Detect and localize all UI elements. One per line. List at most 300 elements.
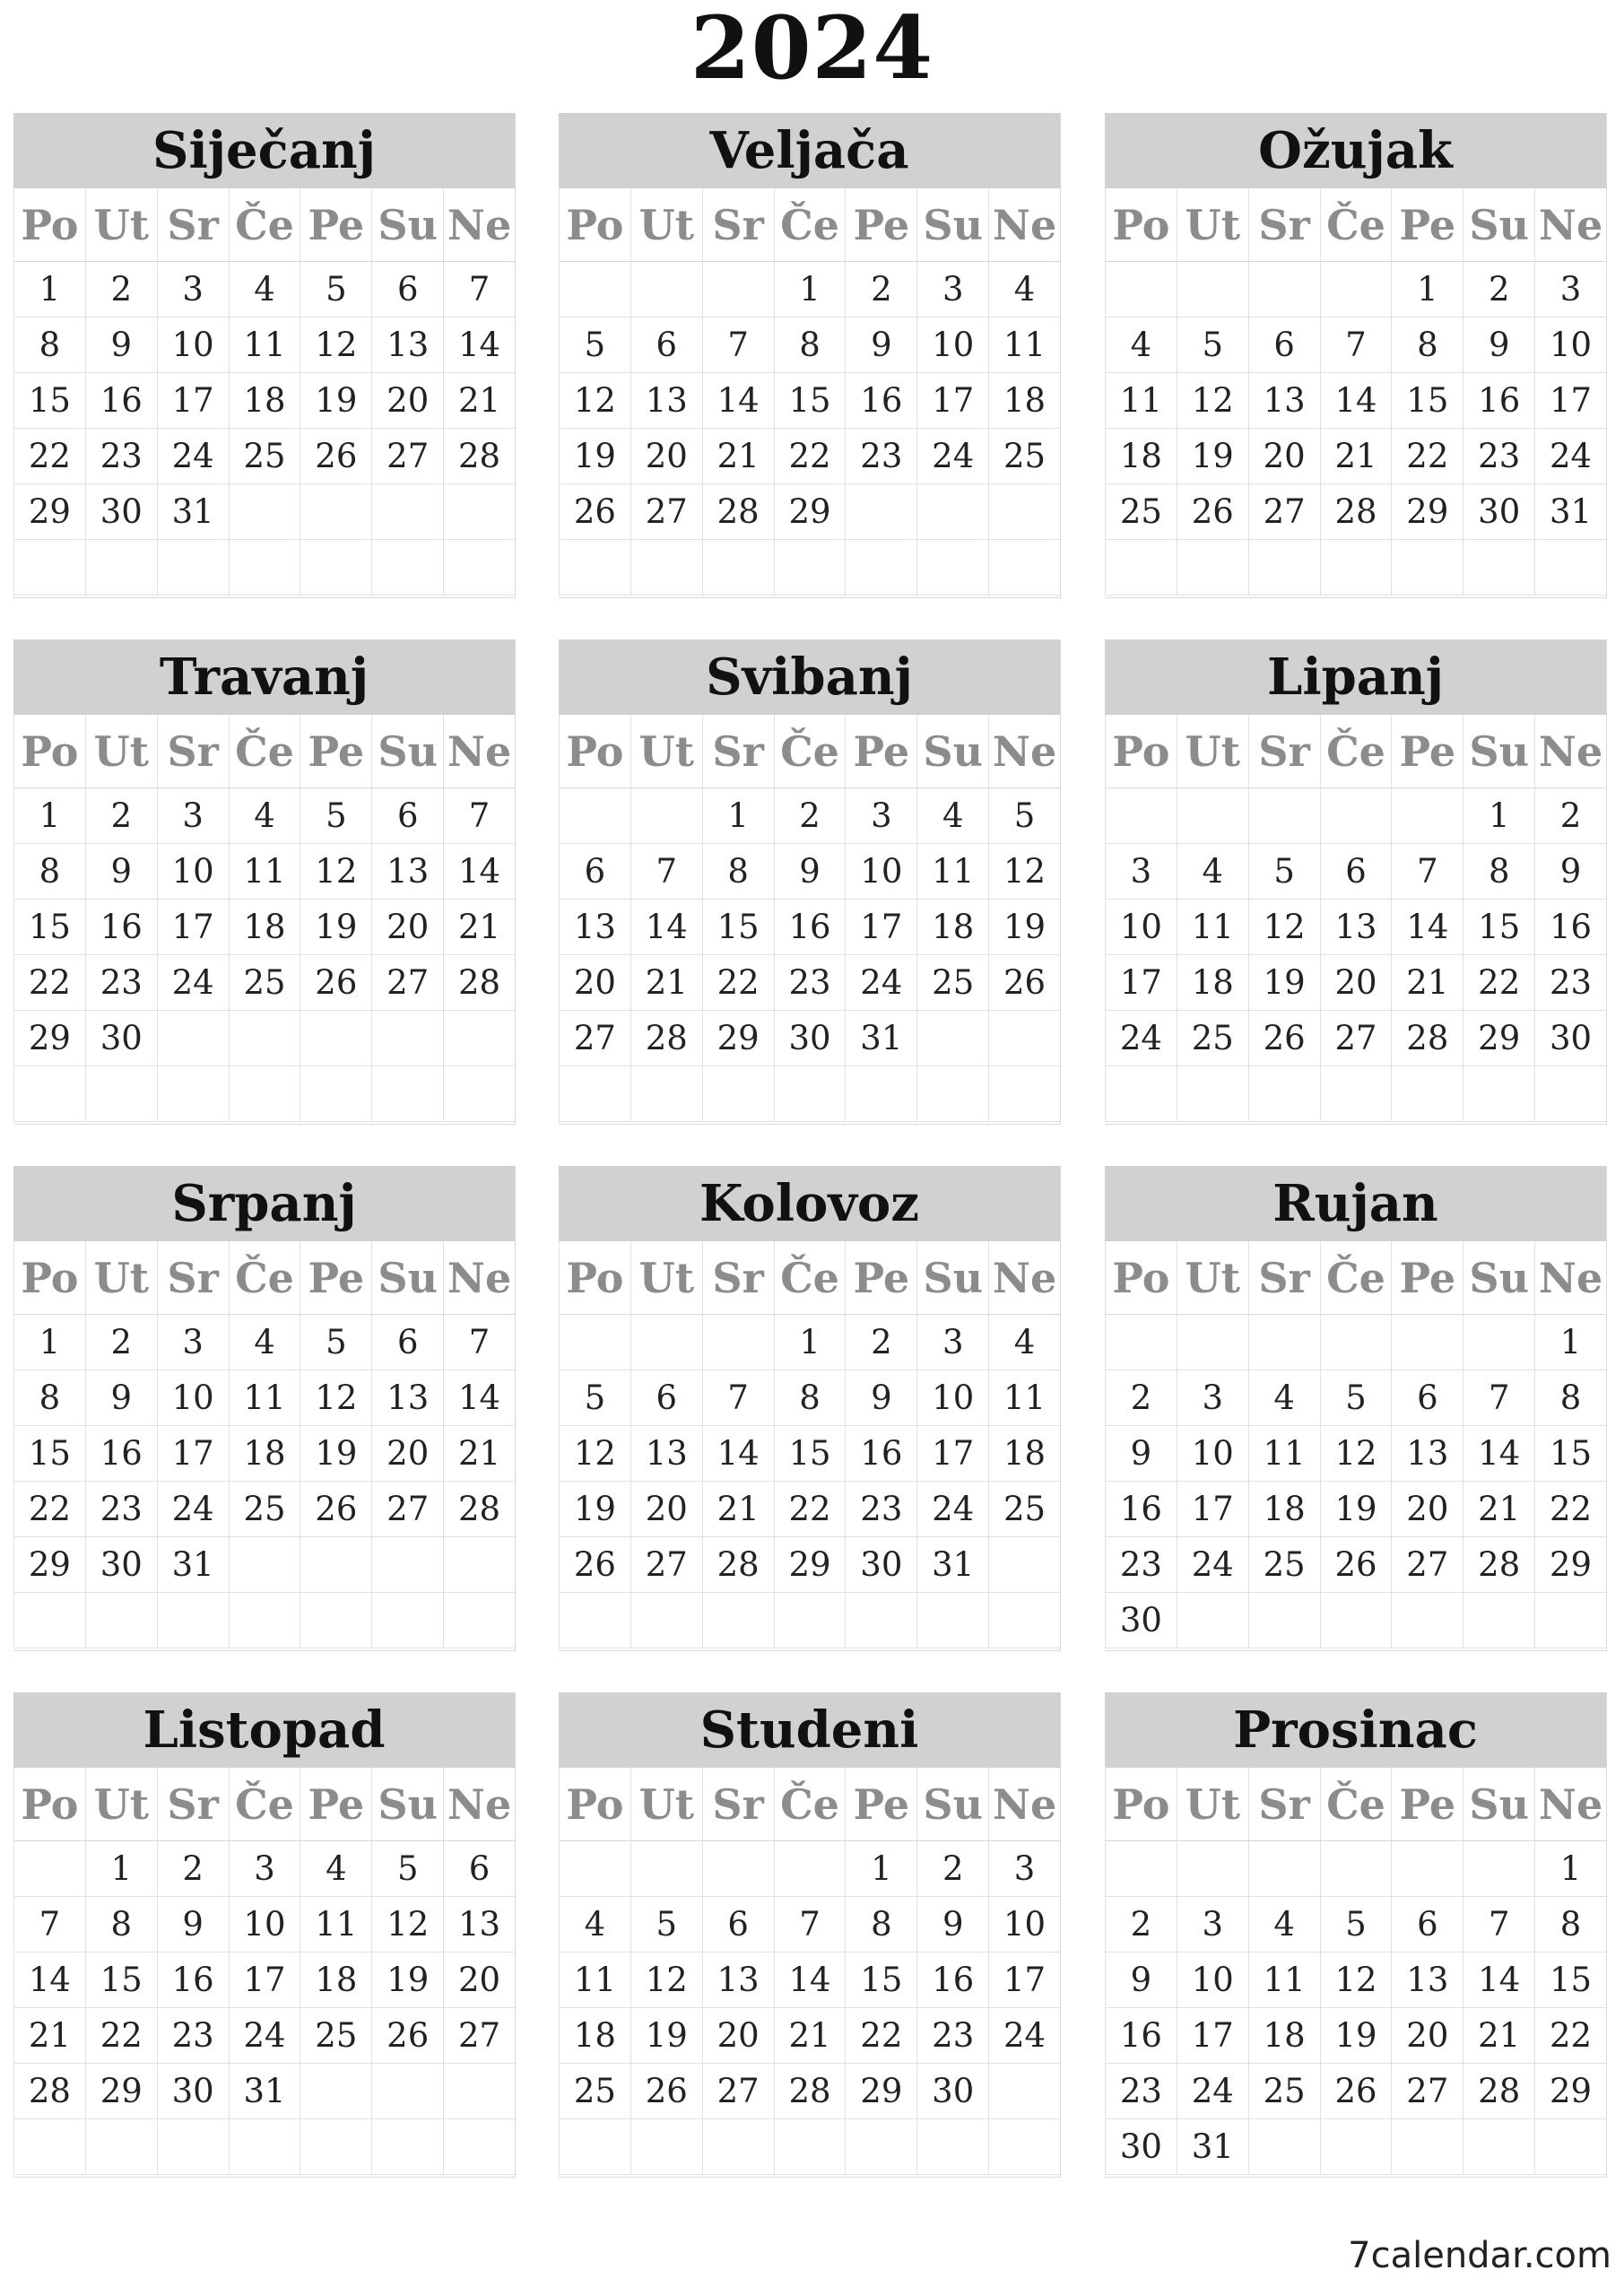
- weekday-header-row: [1105, 715, 1606, 788]
- weekday-label: Ne: [1534, 1768, 1606, 1841]
- month-name: Svibanj: [559, 639, 1060, 715]
- day-cell: 8: [774, 317, 846, 373]
- empty-day-cell: [1105, 1315, 1177, 1370]
- empty-day-cell: [300, 2119, 371, 2175]
- empty-day-cell: [630, 1315, 702, 1370]
- day-cell: 23: [1534, 955, 1606, 1011]
- empty-day-cell: [988, 1537, 1060, 1593]
- empty-day-cell: [916, 1593, 988, 1648]
- weekday-label: Ne: [443, 1768, 515, 1841]
- day-cell: 9: [1463, 317, 1534, 373]
- empty-day-cell: [988, 1066, 1060, 1122]
- day-grid: [1105, 1841, 1606, 2175]
- day-cell: 14: [774, 1952, 846, 2008]
- day-cell: 27: [1248, 484, 1320, 540]
- day-cell: 28: [774, 2064, 846, 2119]
- day-cell: 10: [229, 1897, 300, 1952]
- day-cell: 21: [630, 955, 702, 1011]
- weekday-label: Ut: [630, 1768, 702, 1841]
- empty-day-cell: [157, 2119, 229, 2175]
- day-cell: 14: [1463, 1426, 1534, 1482]
- empty-day-cell: [1248, 1593, 1320, 1648]
- empty-day-cell: [300, 1537, 371, 1593]
- day-grid: [559, 788, 1060, 1122]
- month-name: Lipanj: [1105, 639, 1606, 715]
- day-cell: 11: [229, 317, 300, 373]
- day-cell: 27: [630, 1537, 702, 1593]
- day-cell: 30: [916, 2064, 988, 2119]
- weekday-label: Pe: [300, 1768, 371, 1841]
- day-cell: 12: [300, 317, 371, 373]
- empty-day-cell: [229, 484, 300, 540]
- day-cell: 12: [559, 1426, 630, 1482]
- day-cell: 24: [157, 1482, 229, 1537]
- weekday-label: Ne: [988, 1241, 1060, 1315]
- day-cell: 26: [559, 484, 630, 540]
- day-cell: 25: [988, 429, 1060, 484]
- day-cell: 3: [988, 1841, 1060, 1897]
- empty-day-cell: [630, 1066, 702, 1122]
- day-cell: 7: [702, 317, 774, 373]
- day-cell: 9: [774, 844, 846, 900]
- day-cell: 6: [1391, 1370, 1463, 1426]
- day-cell: 25: [916, 955, 988, 1011]
- empty-day-cell: [1320, 1315, 1392, 1370]
- day-cell: 28: [443, 1482, 515, 1537]
- day-cell: 22: [774, 429, 846, 484]
- day-cell: 3: [1534, 262, 1606, 317]
- day-cell: 24: [229, 2008, 300, 2064]
- day-cell: 28: [630, 1011, 702, 1066]
- weekday-label: Sr: [1248, 1241, 1320, 1315]
- weekday-label: Su: [1463, 188, 1534, 262]
- weekday-label: Sr: [157, 1241, 229, 1315]
- weekday-label: Po: [13, 715, 85, 788]
- day-cell: 20: [371, 373, 443, 429]
- day-cell: 28: [702, 484, 774, 540]
- day-cell: 28: [443, 429, 515, 484]
- day-cell: 21: [1391, 955, 1463, 1011]
- day-cell: 1: [845, 1841, 916, 1897]
- day-cell: 22: [85, 2008, 157, 2064]
- day-grid: [559, 1841, 1060, 2175]
- day-cell: 14: [702, 1426, 774, 1482]
- day-cell: 2: [1105, 1370, 1177, 1426]
- day-cell: 30: [1534, 1011, 1606, 1066]
- empty-day-cell: [443, 1537, 515, 1593]
- month-block: [1105, 1692, 1607, 2178]
- empty-day-cell: [702, 540, 774, 596]
- day-cell: 25: [229, 955, 300, 1011]
- empty-day-cell: [1320, 1593, 1392, 1648]
- empty-day-cell: [630, 1593, 702, 1648]
- empty-day-cell: [1105, 788, 1177, 844]
- day-cell: 26: [300, 1482, 371, 1537]
- day-cell: 6: [443, 1841, 515, 1897]
- day-cell: 14: [1391, 900, 1463, 955]
- empty-day-cell: [559, 1315, 630, 1370]
- day-cell: 26: [1177, 484, 1248, 540]
- empty-day-cell: [1105, 1841, 1177, 1897]
- empty-day-cell: [916, 484, 988, 540]
- empty-day-cell: [702, 1593, 774, 1648]
- day-cell: 6: [630, 1370, 702, 1426]
- day-cell: 24: [916, 429, 988, 484]
- day-grid: [559, 1315, 1060, 1648]
- day-cell: 1: [1391, 262, 1463, 317]
- weekday-header-row: [13, 188, 515, 262]
- weekday-label: Ne: [988, 1768, 1060, 1841]
- weekday-label: Ut: [1177, 715, 1248, 788]
- weekday-header-row: [13, 715, 515, 788]
- day-cell: 26: [630, 2064, 702, 2119]
- day-cell: 11: [559, 1952, 630, 2008]
- weekday-label: Su: [916, 1768, 988, 1841]
- day-cell: 17: [157, 900, 229, 955]
- day-cell: 13: [371, 1370, 443, 1426]
- day-cell: 15: [845, 1952, 916, 2008]
- day-cell: 26: [1320, 2064, 1392, 2119]
- empty-day-cell: [1391, 540, 1463, 596]
- day-cell: 29: [702, 1011, 774, 1066]
- empty-day-cell: [559, 540, 630, 596]
- empty-day-cell: [157, 1066, 229, 1122]
- day-cell: 14: [443, 844, 515, 900]
- empty-day-cell: [1391, 2119, 1463, 2175]
- year-title: 2024: [690, 0, 934, 99]
- day-cell: 16: [845, 1426, 916, 1482]
- day-cell: 10: [157, 317, 229, 373]
- day-cell: 5: [371, 1841, 443, 1897]
- day-cell: 20: [1248, 429, 1320, 484]
- day-cell: 1: [774, 1315, 846, 1370]
- day-cell: 27: [371, 429, 443, 484]
- day-cell: 25: [1177, 1011, 1248, 1066]
- month-name: Srpanj: [13, 1166, 515, 1241]
- day-cell: 8: [1534, 1897, 1606, 1952]
- day-cell: 2: [1534, 788, 1606, 844]
- day-cell: 13: [630, 373, 702, 429]
- weekday-label: Sr: [702, 1241, 774, 1315]
- day-cell: 11: [1248, 1426, 1320, 1482]
- empty-day-cell: [774, 2119, 846, 2175]
- empty-day-cell: [1320, 1841, 1392, 1897]
- empty-day-cell: [443, 1011, 515, 1066]
- empty-day-cell: [630, 788, 702, 844]
- month-name: Travanj: [13, 639, 515, 715]
- empty-day-cell: [916, 1011, 988, 1066]
- month-block: [559, 1692, 1061, 2178]
- day-cell: 4: [559, 1897, 630, 1952]
- weekday-label: Ne: [988, 715, 1060, 788]
- empty-day-cell: [443, 1593, 515, 1648]
- day-cell: 26: [371, 2008, 443, 2064]
- day-cell: 15: [774, 373, 846, 429]
- day-cell: 27: [630, 484, 702, 540]
- weekday-label: Pe: [1391, 1768, 1463, 1841]
- empty-day-cell: [371, 2119, 443, 2175]
- day-cell: 17: [229, 1952, 300, 2008]
- day-cell: 19: [1320, 2008, 1392, 2064]
- day-cell: 26: [1248, 1011, 1320, 1066]
- day-cell: 2: [85, 262, 157, 317]
- day-cell: 13: [371, 844, 443, 900]
- weekday-label: Če: [1320, 188, 1392, 262]
- day-cell: 10: [988, 1897, 1060, 1952]
- day-cell: 8: [774, 1370, 846, 1426]
- empty-day-cell: [371, 1011, 443, 1066]
- day-cell: 23: [1105, 2064, 1177, 2119]
- day-cell: 13: [1248, 373, 1320, 429]
- empty-day-cell: [371, 540, 443, 596]
- weekday-label: Pe: [300, 715, 371, 788]
- day-cell: 11: [229, 1370, 300, 1426]
- day-cell: 19: [371, 1952, 443, 2008]
- day-cell: 15: [1463, 900, 1534, 955]
- empty-day-cell: [1463, 1066, 1534, 1122]
- month-name: Siječanj: [13, 113, 515, 188]
- month-block: [559, 639, 1061, 1125]
- day-cell: 18: [229, 900, 300, 955]
- day-cell: 15: [13, 900, 85, 955]
- day-cell: 20: [371, 1426, 443, 1482]
- day-cell: 29: [1534, 2064, 1606, 2119]
- day-cell: 26: [559, 1537, 630, 1593]
- month-block: [559, 1166, 1061, 1651]
- day-cell: 5: [1320, 1370, 1392, 1426]
- day-cell: 23: [157, 2008, 229, 2064]
- weekday-label: Ne: [443, 715, 515, 788]
- day-cell: 10: [157, 844, 229, 900]
- weekday-label: Su: [371, 1768, 443, 1841]
- day-cell: 4: [916, 788, 988, 844]
- day-cell: 28: [1463, 2064, 1534, 2119]
- day-cell: 4: [229, 262, 300, 317]
- empty-day-cell: [1248, 2119, 1320, 2175]
- day-cell: 23: [85, 1482, 157, 1537]
- day-cell: 24: [988, 2008, 1060, 2064]
- empty-day-cell: [13, 1593, 85, 1648]
- day-cell: 16: [1463, 373, 1534, 429]
- empty-day-cell: [1534, 2119, 1606, 2175]
- empty-day-cell: [1248, 1315, 1320, 1370]
- day-cell: 19: [559, 1482, 630, 1537]
- day-cell: 9: [845, 317, 916, 373]
- day-cell: 13: [1320, 900, 1392, 955]
- day-cell: 16: [845, 373, 916, 429]
- empty-day-cell: [300, 540, 371, 596]
- day-cell: 10: [1534, 317, 1606, 373]
- empty-day-cell: [774, 1066, 846, 1122]
- day-cell: 18: [988, 373, 1060, 429]
- day-cell: 29: [13, 484, 85, 540]
- day-cell: 9: [845, 1370, 916, 1426]
- empty-day-cell: [371, 2064, 443, 2119]
- day-cell: 11: [988, 317, 1060, 373]
- day-cell: 31: [1534, 484, 1606, 540]
- month-name: Studeni: [559, 1692, 1060, 1768]
- day-cell: 16: [916, 1952, 988, 2008]
- day-cell: 13: [1391, 1952, 1463, 2008]
- empty-day-cell: [559, 788, 630, 844]
- day-cell: 15: [13, 1426, 85, 1482]
- weekday-header-row: [13, 1241, 515, 1315]
- day-cell: 9: [85, 317, 157, 373]
- day-cell: 19: [559, 429, 630, 484]
- day-cell: 3: [916, 262, 988, 317]
- weekday-label: Sr: [157, 188, 229, 262]
- empty-day-cell: [1534, 540, 1606, 596]
- day-cell: 12: [300, 844, 371, 900]
- weekday-label: Ut: [85, 188, 157, 262]
- weekday-label: Ut: [630, 188, 702, 262]
- day-cell: 6: [702, 1897, 774, 1952]
- day-cell: 14: [630, 900, 702, 955]
- day-cell: 25: [300, 2008, 371, 2064]
- day-cell: 19: [1320, 1482, 1392, 1537]
- day-cell: 24: [845, 955, 916, 1011]
- day-cell: 1: [85, 1841, 157, 1897]
- day-cell: 14: [443, 1370, 515, 1426]
- day-cell: 20: [630, 429, 702, 484]
- empty-day-cell: [1248, 262, 1320, 317]
- empty-day-cell: [1248, 540, 1320, 596]
- empty-day-cell: [1248, 1066, 1320, 1122]
- empty-day-cell: [702, 1066, 774, 1122]
- day-cell: 13: [443, 1897, 515, 1952]
- day-cell: 29: [845, 2064, 916, 2119]
- day-cell: 25: [1105, 484, 1177, 540]
- empty-day-cell: [916, 540, 988, 596]
- day-cell: 7: [630, 844, 702, 900]
- day-cell: 15: [774, 1426, 846, 1482]
- day-cell: 19: [300, 373, 371, 429]
- day-cell: 10: [157, 1370, 229, 1426]
- empty-day-cell: [774, 540, 846, 596]
- day-cell: 20: [702, 2008, 774, 2064]
- day-grid: [13, 1315, 515, 1648]
- weekday-label: Po: [559, 715, 630, 788]
- weekday-label: Sr: [702, 1768, 774, 1841]
- weekday-label: Ne: [1534, 188, 1606, 262]
- day-grid: [1105, 1315, 1606, 1648]
- day-cell: 20: [443, 1952, 515, 2008]
- empty-day-cell: [559, 262, 630, 317]
- day-cell: 15: [1534, 1426, 1606, 1482]
- empty-day-cell: [85, 1593, 157, 1648]
- weekday-label: Ne: [443, 1241, 515, 1315]
- day-cell: 11: [1177, 900, 1248, 955]
- day-cell: 30: [774, 1011, 846, 1066]
- day-cell: 2: [774, 788, 846, 844]
- day-cell: 27: [443, 2008, 515, 2064]
- empty-day-cell: [157, 1011, 229, 1066]
- day-cell: 18: [916, 900, 988, 955]
- day-cell: 7: [13, 1897, 85, 1952]
- day-cell: 2: [157, 1841, 229, 1897]
- day-cell: 20: [371, 900, 443, 955]
- empty-day-cell: [1463, 1593, 1534, 1648]
- day-cell: 11: [300, 1897, 371, 1952]
- day-cell: 22: [13, 429, 85, 484]
- day-cell: 24: [157, 955, 229, 1011]
- day-cell: 20: [1391, 2008, 1463, 2064]
- day-cell: 28: [443, 955, 515, 1011]
- day-cell: 22: [13, 1482, 85, 1537]
- weekday-label: Po: [559, 1768, 630, 1841]
- empty-day-cell: [1177, 1315, 1248, 1370]
- day-cell: 22: [774, 1482, 846, 1537]
- empty-day-cell: [371, 1593, 443, 1648]
- day-cell: 27: [1391, 2064, 1463, 2119]
- empty-day-cell: [300, 1593, 371, 1648]
- day-cell: 18: [1248, 2008, 1320, 2064]
- day-cell: 27: [371, 955, 443, 1011]
- day-cell: 21: [443, 1426, 515, 1482]
- day-cell: 29: [1534, 1537, 1606, 1593]
- day-cell: 3: [916, 1315, 988, 1370]
- day-cell: 31: [916, 1537, 988, 1593]
- day-cell: 8: [1391, 317, 1463, 373]
- weekday-header-row: [1105, 1241, 1606, 1315]
- weekday-label: Sr: [702, 188, 774, 262]
- day-cell: 24: [1105, 1011, 1177, 1066]
- empty-day-cell: [630, 2119, 702, 2175]
- weekday-label: Pe: [300, 1241, 371, 1315]
- month-name: Prosinac: [1105, 1692, 1606, 1768]
- day-cell: 2: [85, 788, 157, 844]
- day-cell: 4: [1248, 1897, 1320, 1952]
- day-cell: 29: [1463, 1011, 1534, 1066]
- empty-day-cell: [13, 2119, 85, 2175]
- day-cell: 8: [85, 1897, 157, 1952]
- day-cell: 6: [1248, 317, 1320, 373]
- day-cell: 8: [1534, 1370, 1606, 1426]
- day-cell: 6: [1320, 844, 1392, 900]
- day-cell: 17: [988, 1952, 1060, 2008]
- day-cell: 23: [845, 1482, 916, 1537]
- weekday-label: Sr: [702, 715, 774, 788]
- day-cell: 2: [85, 1315, 157, 1370]
- day-cell: 18: [1177, 955, 1248, 1011]
- day-cell: 13: [1391, 1426, 1463, 1482]
- weekday-header-row: [559, 1241, 1060, 1315]
- month-block: [1105, 639, 1607, 1125]
- weekday-label: Po: [1105, 188, 1177, 262]
- day-cell: 12: [1248, 900, 1320, 955]
- weekday-label: Su: [916, 1241, 988, 1315]
- day-cell: 25: [988, 1482, 1060, 1537]
- day-cell: 11: [988, 1370, 1060, 1426]
- empty-day-cell: [774, 1841, 846, 1897]
- empty-day-cell: [229, 1011, 300, 1066]
- day-cell: 15: [1534, 1952, 1606, 2008]
- weekday-label: Ut: [1177, 1768, 1248, 1841]
- day-cell: 20: [630, 1482, 702, 1537]
- day-cell: 1: [1534, 1841, 1606, 1897]
- empty-day-cell: [702, 1841, 774, 1897]
- day-cell: 13: [630, 1426, 702, 1482]
- weekday-label: Sr: [1248, 715, 1320, 788]
- day-cell: 12: [300, 1370, 371, 1426]
- day-cell: 8: [13, 844, 85, 900]
- day-cell: 31: [1177, 2119, 1248, 2175]
- weekday-header-row: [13, 1768, 515, 1841]
- empty-day-cell: [1105, 1066, 1177, 1122]
- empty-day-cell: [371, 1066, 443, 1122]
- day-cell: 3: [1105, 844, 1177, 900]
- day-cell: 23: [774, 955, 846, 1011]
